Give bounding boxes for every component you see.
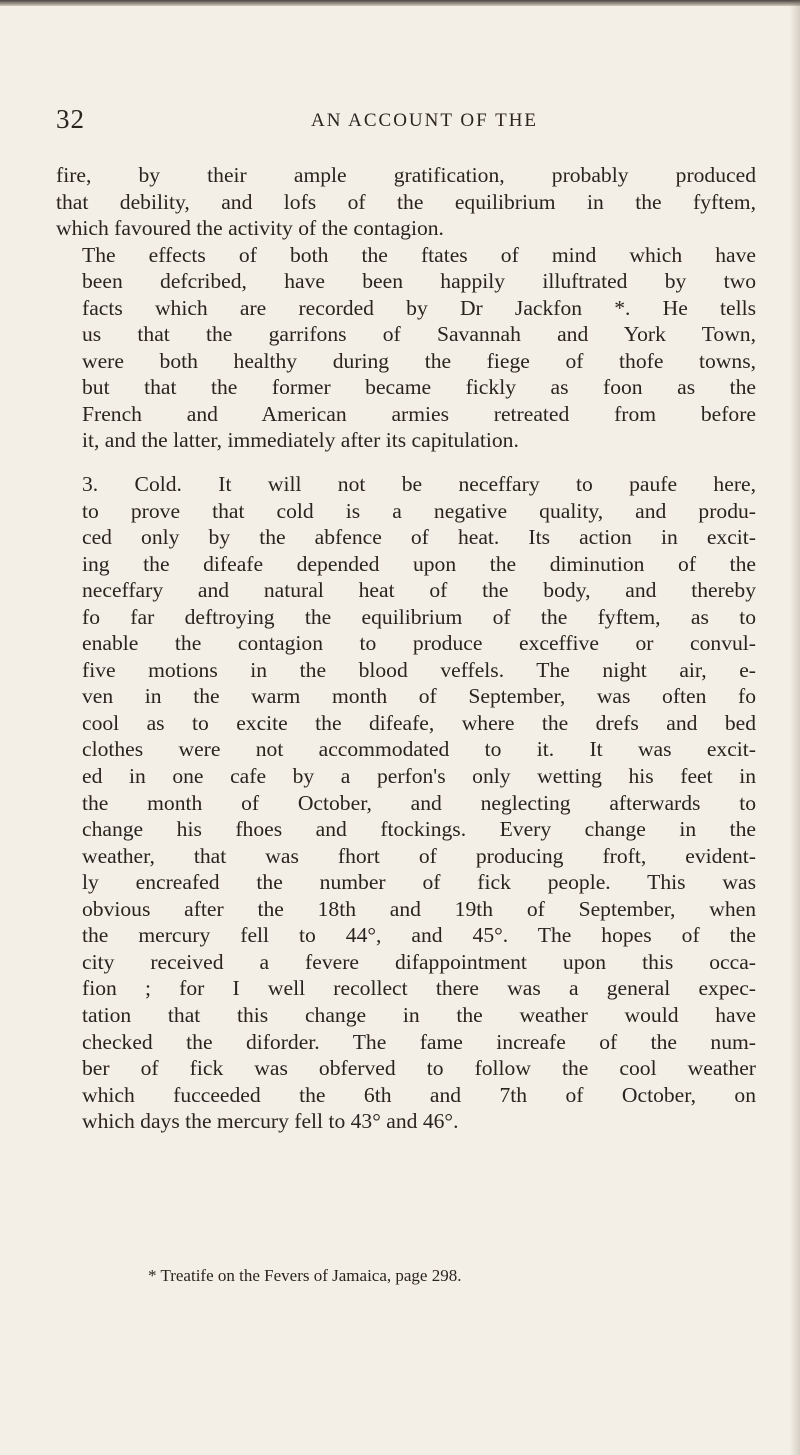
text-line: the mercury fell to 44°, and 45°. The hopes of the bbox=[82, 923, 756, 948]
text-line: ly encreafed the number of fick people. This was bbox=[82, 870, 756, 895]
text-line: facts which are recorded by Dr Jackfon *. He tells bbox=[82, 295, 756, 320]
page-right-edge bbox=[790, 0, 800, 1455]
text-line: ven in the warm month of September, was often fo bbox=[82, 684, 756, 709]
text-line: clothes were not accommodated to it. It was excit- bbox=[82, 737, 756, 762]
text-line: change his fhoes and ftockings. Every change in the bbox=[82, 817, 756, 842]
text-line: that debility, and lofs of the equilibrium in the fyftem, bbox=[56, 189, 756, 214]
text-line: the month of October, and neglecting afterwards to bbox=[82, 790, 756, 815]
text-line: 3. Cold. It will not be neceffary to paufe here, bbox=[82, 472, 756, 497]
text-line: fo far deftroying the equilibrium of the fyftem, as to bbox=[82, 604, 756, 629]
text-line: The effects of both the ftates of mind which have bbox=[82, 242, 756, 267]
text-line: ed in one cafe by a perfon's only wetting his feet in bbox=[82, 764, 756, 789]
text-line: ced only by the abfence of heat. Its action in excit- bbox=[82, 525, 756, 550]
footnote: * Treatife on the Fevers of Jamaica, page 298. bbox=[148, 1266, 462, 1285]
text-line: French and American armies retreated from before bbox=[82, 401, 756, 426]
text-line: ing the difeafe depended upon the diminution of the bbox=[82, 551, 756, 576]
text-line: enable the contagion to produce exceffive or convul- bbox=[82, 631, 756, 656]
text-line: us that the garrifons of Savannah and York Town, bbox=[82, 322, 756, 347]
page-header bbox=[56, 104, 756, 134]
text-line: five motions in the blood veffels. The night air, e- bbox=[82, 657, 756, 682]
text-line: tation that this change in the weather would have bbox=[82, 1002, 756, 1027]
page-top-edge bbox=[0, 0, 800, 6]
paragraph-2 bbox=[56, 242, 756, 454]
text-line: to prove that cold is a negative quality, and produ- bbox=[82, 498, 756, 523]
text-line: weather, that was fhort of producing froft, evident- bbox=[82, 843, 756, 868]
text-line: which fucceeded the 6th and 7th of October, on bbox=[82, 1082, 756, 1107]
text-line: were both healthy during the fiege of thofe towns, bbox=[82, 348, 756, 373]
text-line: which days the mercury fell to 43° and 46°. bbox=[82, 1109, 459, 1134]
paragraph-1 bbox=[56, 162, 756, 242]
text-line: fire, by their ample gratification, probably produced bbox=[56, 163, 756, 187]
text-line: obvious after the 18th and 19th of September, when bbox=[82, 896, 756, 921]
text-line: but that the former became fickly as foon as the bbox=[82, 375, 756, 400]
text-line: neceffary and natural heat of the body, and thereby bbox=[82, 578, 756, 603]
text-line: it, and the latter, immediately after its capitulation. bbox=[82, 428, 519, 453]
text-line: ber of fick was obferved to follow the cool weather bbox=[82, 1056, 756, 1081]
text-line: cool as to excite the difeafe, where the drefs and bed bbox=[82, 710, 756, 735]
text-line: been defcribed, have been happily illuftrated by two bbox=[82, 269, 756, 294]
running-head: AN ACCOUNT OF THE bbox=[311, 110, 539, 131]
text-line: checked the diforder. The fame increafe of the num- bbox=[82, 1029, 756, 1054]
page-number: 32 bbox=[56, 104, 85, 134]
text-line: fion ; for I well recollect there was a general expec- bbox=[82, 976, 756, 1001]
text-line: city received a fevere difappointment upon this occa- bbox=[82, 949, 756, 974]
body-text bbox=[56, 162, 756, 1135]
paragraph-3 bbox=[56, 471, 756, 1135]
text-line: which favoured the activity of the contagion. bbox=[56, 216, 444, 241]
